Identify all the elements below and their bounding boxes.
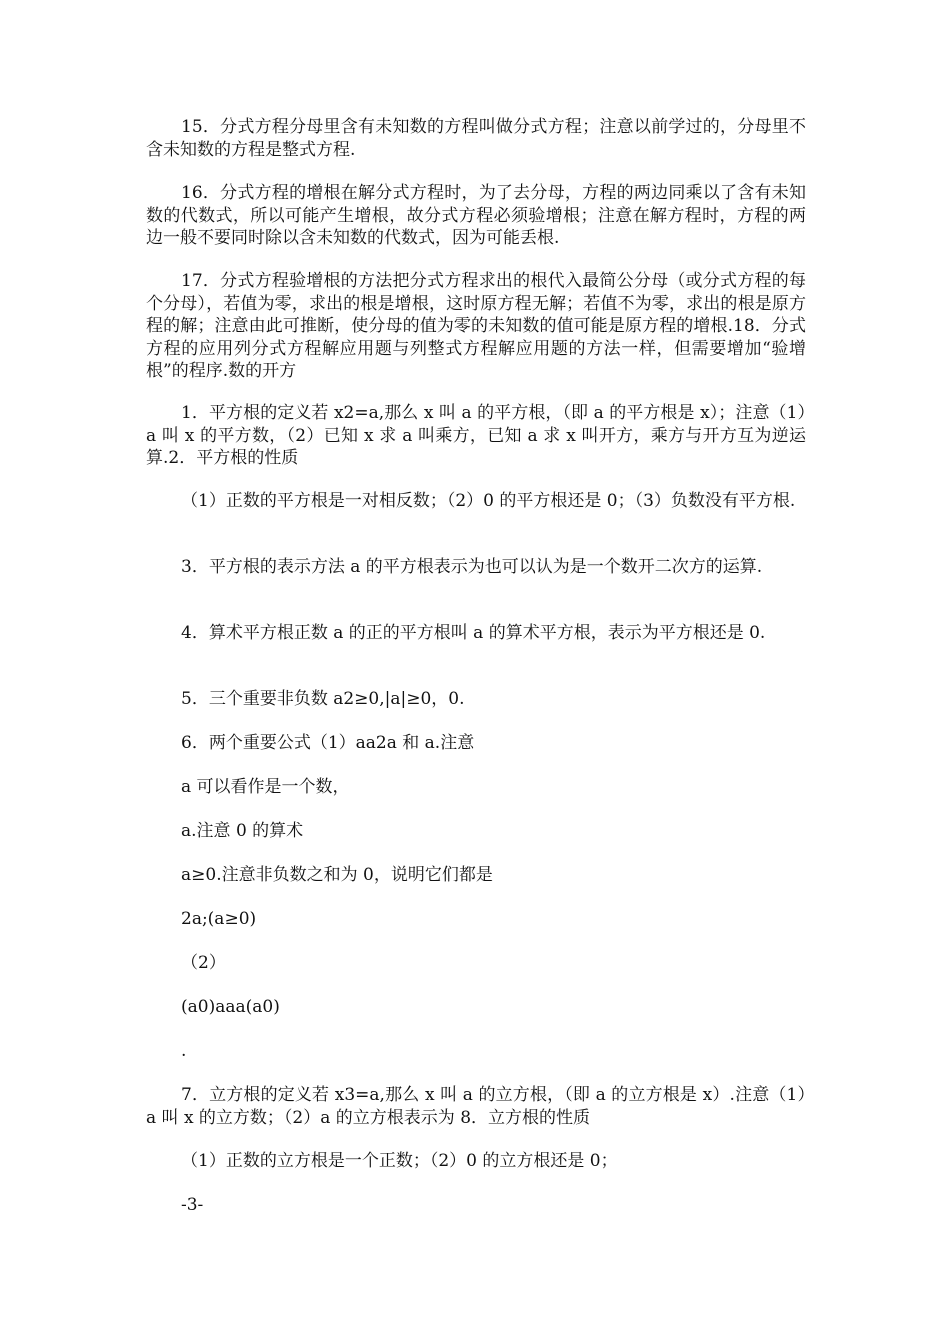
paragraph-two-formulas: 6．两个重要公式（1）aa2a 和 a.注意 [181,733,475,753]
paragraph-line: （2） [181,953,226,973]
paragraph-line: . [181,1041,187,1061]
paragraph-cube-root-definition: 7．立方根的定义若 x3=a,那么 x 叫 a 的立方根，（即 a 的立方根是 x）.注意（1）a 叫 x 的立方数；（2）a 的立方根表示为 8．立方根的性质 [146,1085,806,1128]
paragraph-line: a 可以看作是一个数， [181,777,350,797]
paragraph-16: 16．分式方程的增根在解分式方程时，为了去分母，方程的两边同乘以了含有未知数的代数式，所以可能产生增根，故分式方程必须验增根；注意在解方程时，方程的两边一般不要同时除以含未知数的代数式，因为可能丢根. [146,183,806,248]
paragraph-arithmetic-square-root: 4．算术平方根正数 a 的正的平方根叫 a 的算术平方根，表示为平方根还是 0. [181,623,766,643]
paragraph-line: (a0)aaa(a0) [181,997,280,1017]
paragraph-square-root-notation: 3．平方根的表示方法 a 的平方根表示为也可以认为是一个数开二次方的运算. [181,557,763,577]
paragraph-line: a≥0.注意非负数之和为 0，说明它们都是 [181,865,493,885]
paragraph-square-root-definition: 1．平方根的定义若 x2=a,那么 x 叫 a 的平方根，（即 a 的平方根是 x）；注意（1）a 叫 x 的平方数，（2）已知 x 求 a 叫乘方，已知 a 求 x 叫开方，乘方与开方互为逆运算.2．平方根的性质 [146,403,806,468]
paragraph-17: 17．分式方程验增根的方法把分式方程求出的根代入最简公分母（或分式方程的每个分母），若值为零，求出的根是增根，这时原方程无解；若值不为零，求出的根是原方程的解；注意由此可推断，使分母的值为零的未知数的值可能是原方程的增根.18．分式方程的应用列分式方程解应用题与列整式方程解应用题的方法一样，但需要增加“验增根”的程序.数的开方 [146,271,806,381]
paragraph-line: 2a;(a≥0) [181,909,257,929]
page-number: -3- [181,1195,204,1215]
paragraph-non-negative-numbers: 5．三个重要非负数 a2≥0,|a|≥0，0. [181,689,465,709]
paragraph-line: a.注意 0 的算术 [181,821,304,841]
paragraph-15: 15．分式方程分母里含有未知数的方程叫做分式方程；注意以前学过的，分母里不含未知数的方程是整式方程. [146,117,806,160]
paragraph-cube-root-properties: （1）正数的立方根是一个正数；（2）0 的立方根还是 0； [181,1151,618,1171]
paragraph-square-root-properties: （1）正数的平方根是一对相反数；（2）0 的平方根还是 0；（3）负数没有平方根. [181,491,796,511]
